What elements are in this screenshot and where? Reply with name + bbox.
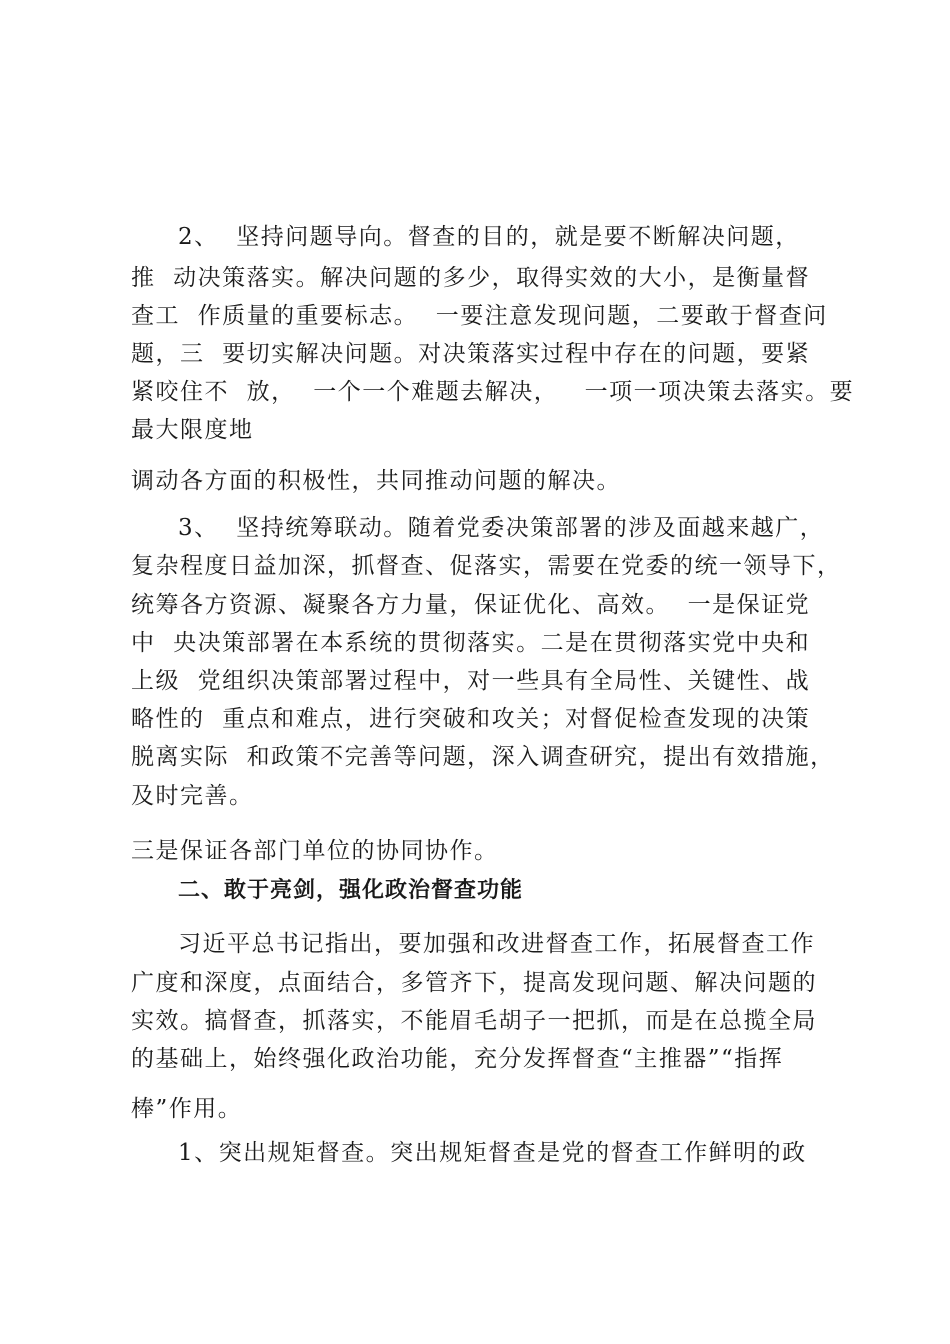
paragraph-line: 习近平总书记指出，要加强和改进督查工作，拓展督查工作 <box>178 931 815 957</box>
paragraph-line: 2、 坚持问题导向。督查的目的，就是要不断解决问题， <box>178 224 800 250</box>
paragraph-line: 的基础上，始终强化政治功能，充分发挥督查“主推器”“指挥 <box>131 1046 784 1072</box>
paragraph-line: 3、 坚持统筹联动。随着党委决策部署的涉及面越来越广， <box>178 515 825 541</box>
paragraph-line: 脱离实际 和政策不完善等问题，深入调查研究，提出有效措施， <box>131 744 835 770</box>
paragraph-line: 及时完善。 <box>131 783 254 809</box>
section-heading: 二、敢于亮剑，强化政治督查功能 <box>178 878 524 903</box>
paragraph-line: 棒”作用。 <box>131 1096 243 1122</box>
paragraph-line: 广度和深度，点面结合，多管齐下，提高发现问题、解决问题的 <box>131 970 817 996</box>
paragraph-line: 推 动决策落实。解决问题的多少，取得实效的大小，是衡量督 <box>131 265 811 291</box>
paragraph-line: 中 央决策部署在本系统的贯彻落实。二是在贯彻落实党中央和 <box>131 630 811 656</box>
paragraph-line: 调动各方面的积极性，共同推动问题的解决。 <box>131 468 621 494</box>
paragraph-line: 上级 党组织决策部署过程中，对一些具有全局性、关键性、战 <box>131 668 811 694</box>
paragraph-line: 复杂程度日益加深，抓督查、促落实，需要在党委的统一领导下， <box>131 553 842 579</box>
paragraph-line: 1、突出规矩督查。突出规矩督查是党的督查工作鲜明的政 <box>178 1140 807 1166</box>
paragraph-line: 题，三 要切实解决问题。对决策落实过程中存在的问题，要紧 <box>131 341 811 367</box>
paragraph-line: 实效。搞督查，抓落实，不能眉毛胡子一把抓，而是在总揽全局 <box>131 1008 817 1034</box>
paragraph-line: 三是保证各部门单位的协同协作。 <box>131 838 499 864</box>
paragraph-line: 统筹各方资源、凝聚各方力量，保证优化、高效。 一是保证党 <box>131 592 811 618</box>
paragraph-line: 查工 作质量的重要标志。 一要注意发现问题，二要敢于督查问 <box>131 303 828 329</box>
paragraph-line: 略性的 重点和难点，进行突破和攻关；对督促检查发现的决策 <box>131 706 811 732</box>
paragraph-line: 最大限度地 <box>131 417 254 443</box>
paragraph-line: 紧咬住不 放， 一个一个难题去解决， 一项一项决策去落实。要 <box>131 379 855 405</box>
